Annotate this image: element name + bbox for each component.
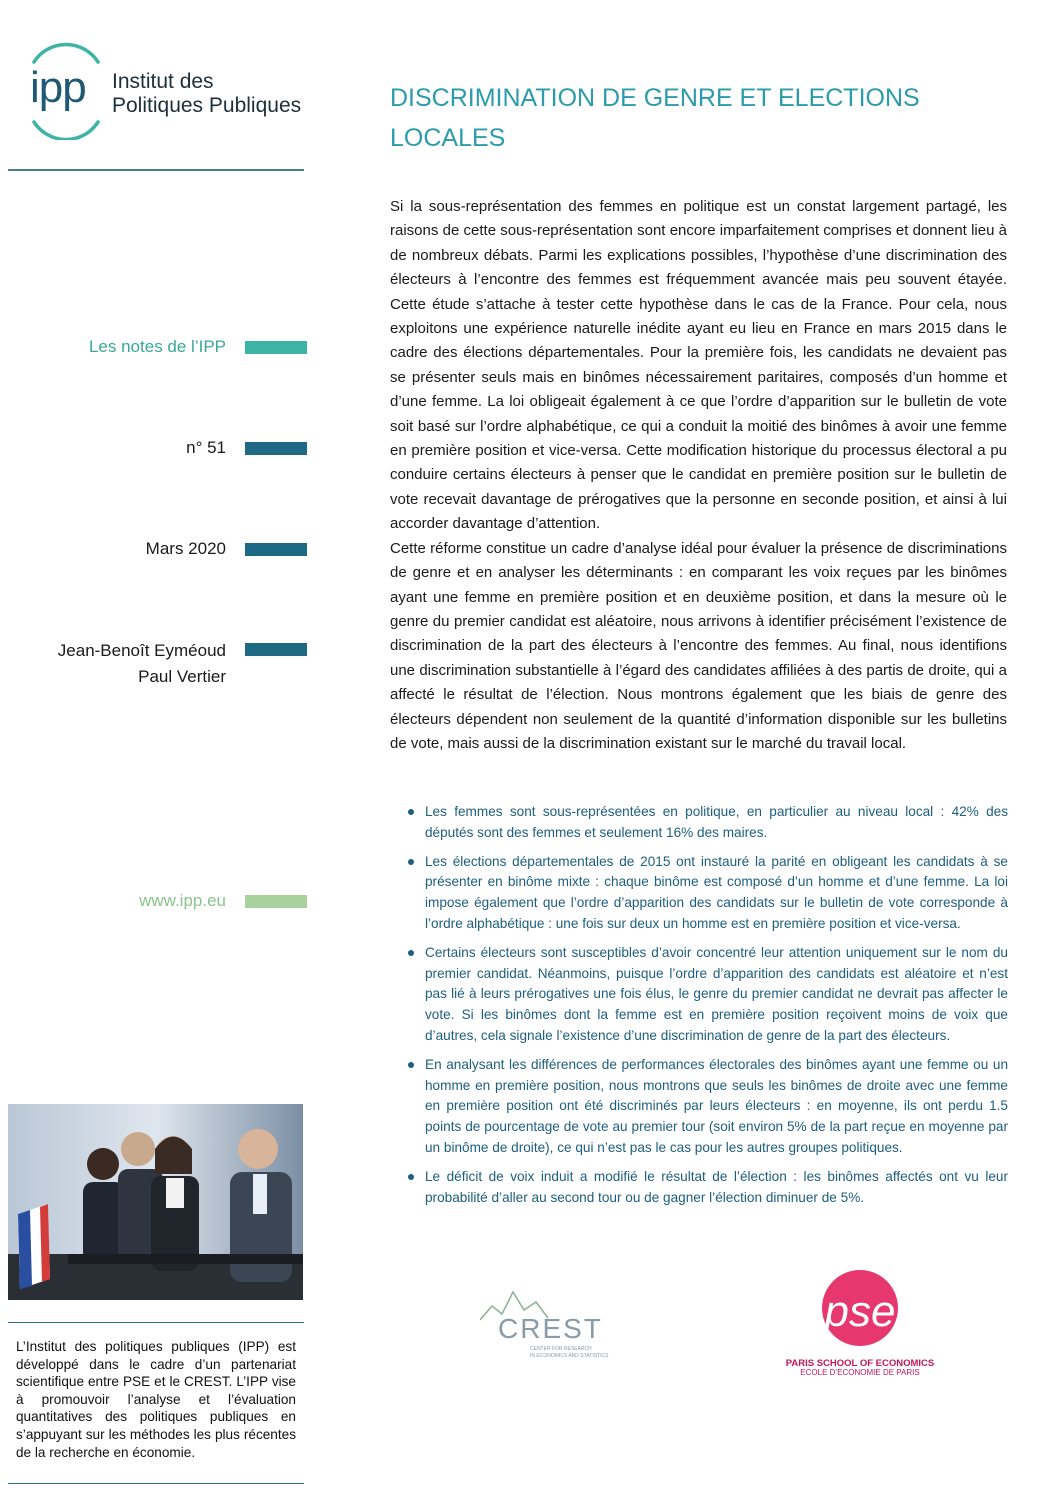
key-point-text: Les élections départementales de 2015 ont instauré la parité en obligeant les candidats à se présenter en binôme mixte : chaque binôme est composé d’un homme et d’une femme. La loi impose également que l’ordre d’apparition des candidats sur le bulletin de vote corresponde à l’ordre alphabétique : une fois sur deux un homme est en première position et vice-versa. bbox=[425, 853, 1008, 931]
authors-row bbox=[0, 638, 310, 688]
abstract-paragraph: Si la sous-représentation des femmes en politique est un constat largement partagé, les raisons de cette sous-représentation sont encore imparfaitement comprises et donnent lieu à de nombreux débats. Parmi les explications possibles, l’hypothèse d’une discrimination des électeurs à l’encontre des femmes est fréquemment avancée mais peu souvent étayée. Cette étude s’attache à tester cette hypothèse dans le cas de la France. Pour cela, nous exploitons une expérience naturelle inédite ayant eu lieu en France en mars 2015 dans le cadre des élections départementales. Pour la première fois, les candidats ne devaient pas se présenter seuls mais en binômes nécessairement paritaires, composés d’un homme et d’une femme. La loi obligeait également à ce que l’ordre d’apparition sur le bulletin de vote soit basé sur l’ordre alphabétique, ce qui a conduit la moitié des binômes à avoir une femme en première position et vice-versa. Cette modification historique du processus électoral a pu conduire certains électeurs à penser que le candidat en première position sur le bulletin de vote recevait davantage de prérogatives que la personne en seconde position, et ainsi à lui accorder davantage d’attention. bbox=[390, 198, 1007, 533]
bullet-icon bbox=[408, 809, 414, 815]
key-point-text: Certains électeurs sont susceptibles d’avoir concentré leur attention uniquement sur le nom du premier candidat. Néanmoins, puisque l’ordre d’apparition des candidats est aléatoire et n’est pas lié à leurs prérogatives une fois élus, le genre du premier candidat ne devrait pas affecter le vote. Si les binômes dont la femme est en première position reçoivent moins de voix que d’autres, cela signale l’existence d’une discrimination de genre de la part des électeurs. bbox=[425, 944, 1008, 1043]
author-2: Paul Vertier bbox=[138, 667, 226, 686]
institute-description: L’Institut des politiques publiques (IPP) est développé dans le cadre d’un partenariat scientifique entre PSE et le CREST. L’IPP vise à promouvoir l’analyse et l’évaluation quantitatives des politiques publiques en s’appuyant sur les méthodes les plus récentes de la recherche en économie. bbox=[16, 1339, 296, 1460]
abstract bbox=[390, 195, 1007, 756]
series-bar bbox=[245, 341, 307, 354]
key-points-list bbox=[408, 802, 1008, 1216]
key-point-item bbox=[408, 943, 1008, 1047]
bullet-icon bbox=[408, 1062, 414, 1068]
institute-description-box bbox=[8, 1322, 304, 1484]
website-bar bbox=[245, 895, 307, 908]
header-divider bbox=[8, 169, 304, 171]
date-bar bbox=[245, 543, 307, 556]
logo-mark: ipp bbox=[30, 63, 86, 112]
website-link[interactable]: www.ipp.eu bbox=[139, 891, 226, 910]
bullet-icon bbox=[408, 950, 414, 956]
abstract-paragraph: Cette réforme constitue un cadre d’analyse idéal pour évaluer la présence de discriminations de genre et en analyser les déterminants : en comparant les voix reçues par les binômes ayant une femme en première position et en deuxième position, et dans la mesure où le genre du premier candidat est aléatoire, nous arrivons à identifier précisément l’existence de discrimination de la part des électeurs à l’encontre des femmes. Au final, nous identifions une discrimination substantielle à l’égard des candidates affiliées à des partis de droite, qui a affecté le résultat de l’élection. Nous montrons également que les biais de genre des électeurs dépendent non seulement de la quantité d’information disponible sur les bulletins de vote, mais aussi de la discrimination existant sur le marché du travail local. bbox=[390, 539, 1007, 752]
issue-number-bar bbox=[245, 442, 307, 455]
authors-bar bbox=[245, 643, 307, 656]
bullet-icon bbox=[408, 1174, 414, 1180]
key-point-item bbox=[408, 1167, 1008, 1209]
publication-date: Mars 2020 bbox=[145, 539, 226, 558]
pse-mark: pse bbox=[824, 1287, 896, 1336]
conference-photo bbox=[8, 1104, 303, 1300]
logo-line-2: Politiques Publiques bbox=[112, 94, 302, 117]
crest-logo bbox=[480, 1288, 620, 1363]
authors bbox=[58, 638, 226, 690]
conference-photo-icon bbox=[8, 1104, 303, 1300]
logo-wordmark bbox=[112, 70, 301, 118]
issue-number-row bbox=[0, 437, 310, 461]
pse-line-1: PARIS SCHOOL OF ECONOMICS bbox=[785, 1358, 935, 1369]
ipp-logo bbox=[20, 40, 310, 150]
series-label: Les notes de l’IPP bbox=[88, 337, 226, 356]
key-point-text: Le déficit de voix induit a modifié le résultat de l’élection : les binômes affectés ont vu leur probabilité d’aller au second tour ou de gagner l’élection diminuer de 5%. bbox=[425, 1168, 1008, 1205]
key-point-item bbox=[408, 802, 1008, 844]
bullet-icon bbox=[408, 859, 414, 865]
pse-logo bbox=[785, 1268, 935, 1378]
crest-subtitle-2: IN ECONOMICS AND STATISTICS bbox=[530, 1353, 609, 1359]
series-label-row bbox=[0, 336, 310, 360]
logo-line-1: Institut des bbox=[112, 70, 214, 93]
document-title: DISCRIMINATION DE GENRE ET ELECTIONS LOCALES bbox=[390, 84, 920, 152]
key-point-text: En analysant les différences de performances électorales des binômes ayant une femme ou un homme en première position, nous montrons que seuls les binômes de droite avec une femme en première position ont été discriminés par leurs électeurs : en moyenne, ils ont perdu 1.5 points de pourcentage de vote au premier tour (soit environ 5% de la part reçue en moyenne par un binôme de droite), ce qui n’est pas le cas pour les autres groupes politiques. bbox=[425, 1056, 1008, 1155]
website-row bbox=[0, 890, 310, 914]
key-point-item bbox=[408, 852, 1008, 935]
pse-line-2: ECOLE D’ECONOMIE DE PARIS bbox=[800, 1368, 920, 1377]
author-1: Jean-Benoît Eyméoud bbox=[57, 641, 226, 660]
crest-subtitle-1: CENTER FOR RESEARCH bbox=[530, 1346, 592, 1352]
key-point-item bbox=[408, 1055, 1008, 1159]
issue-number: n° 51 bbox=[186, 438, 226, 457]
crest-name: CREST bbox=[498, 1313, 603, 1344]
key-point-text: Les femmes sont sous-représentées en politique, en particulier au niveau local : 42% des députés sont des femmes et seulement 16% des maires. bbox=[425, 804, 1008, 840]
date-row bbox=[0, 538, 310, 562]
